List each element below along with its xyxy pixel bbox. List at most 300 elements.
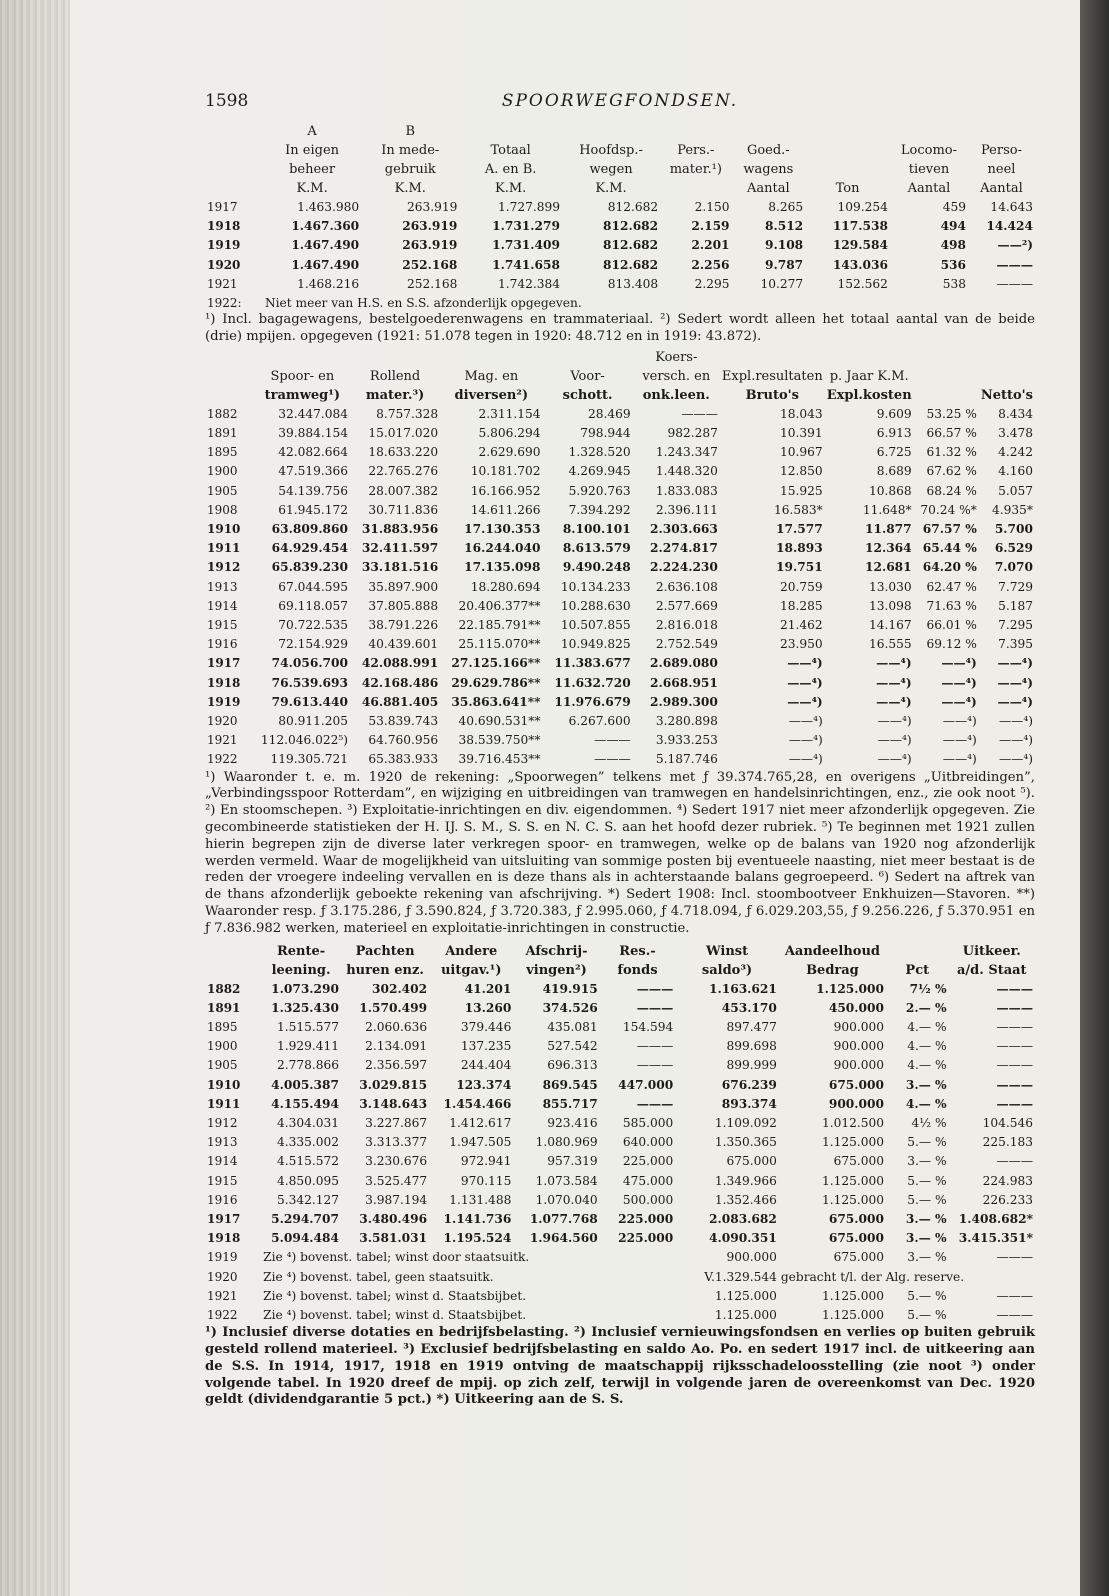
data-cell: 4.155.494 [271,1096,339,1111]
data-cell: ——— [681,406,718,421]
data-cell: 900.000 [833,1039,884,1054]
table-network-stats [205,122,1035,313]
data-cell: ——— [996,1288,1033,1303]
data-cell: 1.141.736 [443,1212,512,1227]
data-cell: 1.448.320 [655,464,718,479]
year-cell: 1918 [207,675,241,690]
data-cell: 1.964.560 [529,1231,598,1246]
year-cell: 1917 [207,656,241,671]
data-cell: 10.288.630 [560,598,631,613]
year-cell: 1910 [207,522,241,537]
data-cell: 3.— % [905,1231,947,1246]
column-header: vingen²) [526,962,587,978]
data-cell: ——— [636,1000,674,1015]
data-cell: ——⁴) [942,714,977,729]
table-row [205,501,1035,520]
data-cell: 225.000 [622,1154,674,1169]
data-cell: 69.12 % [926,637,977,652]
data-cell: 3.— % [907,1250,947,1265]
column-header: Pachten [355,943,415,959]
data-cell: 39.716.453** [458,752,541,767]
column-header [720,348,825,367]
table-row [205,999,1035,1018]
data-cell: ——⁴) [941,656,977,671]
data-cell: 1.731.409 [492,238,560,253]
year-cell: 1911 [207,541,241,556]
data-cell: 27.125.166** [451,656,541,671]
data-cell: 226.233 [982,1192,1033,1207]
table-row [205,1172,1035,1191]
column-header: Andere [445,943,498,959]
data-cell: 42.088.991 [361,656,439,671]
data-cell: 5.— % [907,1173,947,1188]
data-cell: 32.447.084 [278,406,348,421]
data-cell: 12.681 [865,560,912,575]
column-letter [660,122,731,141]
data-cell: 5.057 [998,483,1033,498]
data-cell: 379.446 [460,1020,512,1035]
table-row [205,693,1035,712]
column-header [255,348,350,367]
year-cell: 1916 [207,637,238,652]
data-cell: 2.256 [691,257,730,272]
column-header: K.M. [296,181,328,196]
data-cell: 812.682 [607,200,659,214]
data-cell: 536 [940,257,967,272]
year-cell: 1891 [207,1000,241,1015]
column-header: mater.¹) [669,162,722,177]
data-cell: ——— [996,1058,1033,1073]
data-cell: 123.374 [456,1077,512,1092]
data-cell: 11.976.679 [554,694,631,709]
data-cell: 14.643 [990,200,1033,214]
data-cell: 65.839.230 [271,560,348,575]
data-cell: 1.467.490 [291,257,360,272]
data-cell: 900.000 [833,1020,884,1035]
data-cell: 112.046.022⁵) [260,733,348,748]
column-header [979,367,1035,386]
column-header: K.M. [495,181,527,196]
column-header: Bruto's [745,387,799,403]
data-cell: 1.073.584 [535,1173,598,1188]
data-cell: 11.632.720 [554,675,631,690]
data-cell: ——⁴) [942,752,977,767]
data-cell: 30.711.836 [368,502,439,517]
column-header: huren enz. [346,962,424,978]
data-cell: 42.082.664 [278,445,348,460]
data-cell: 37.805.888 [368,598,439,613]
column-header: Rollend [369,368,421,384]
column-header: mater.³) [365,387,425,403]
column-header: In eigen [285,143,340,158]
table-row [205,294,1035,313]
table-row [205,616,1035,635]
year-cell: 1905 [207,1058,238,1073]
year-cell: 1921 [207,276,238,291]
data-cell: 899.999 [726,1058,777,1073]
data-cell: 3.525.477 [365,1173,428,1188]
column-header: Voor- [570,368,605,384]
data-cell: 72.154.929 [278,637,348,652]
data-cell: 152.562 [837,276,888,291]
year-cell: 1900 [207,1039,238,1054]
data-cell: 2.356.597 [365,1058,428,1073]
data-cell: 18.893 [776,541,823,556]
header-cell [205,942,261,961]
data-cell: 813.408 [607,276,659,291]
data-cell: 11.877 [865,522,912,537]
column-header: Expl.resultaten [721,368,823,384]
data-cell: 66.57 % [926,426,977,441]
data-cell: 1.929.411 [276,1039,339,1054]
column-header [543,348,633,367]
data-cell: 47.519.366 [278,464,348,479]
data-cell: 2.083.682 [709,1212,777,1227]
data-cell: 855.717 [542,1096,598,1111]
column-header: Winst [706,943,749,959]
data-cell: 1.125.000 [714,1308,777,1323]
data-cell: 1.352.466 [714,1192,777,1207]
data-cell: 2.295 [694,276,730,291]
data-cell: 1.463.980 [297,200,360,214]
data-cell: 1.833.083 [655,483,718,498]
data-cell: 2.060.636 [365,1020,428,1035]
data-cell: 498 [940,238,967,253]
data-cell: ——— [996,1154,1033,1169]
data-cell: ——— [636,981,674,996]
data-cell: ——— [996,981,1033,996]
data-cell: 53.839.743 [368,714,439,729]
year-cell: 1911 [207,1096,241,1111]
table-row [205,1095,1035,1114]
column-header: Perso- [981,143,1022,158]
data-cell: 20.406.377** [458,598,541,613]
data-cell: 1.125.000 [821,1173,884,1188]
data-cell: 16.166.952 [470,483,541,498]
column-header [805,141,890,160]
data-cell: 4.— % [905,1096,947,1111]
data-cell: 109.254 [837,200,888,214]
data-cell: 40.439.601 [368,637,439,652]
column-header: Locomo- [900,143,958,158]
data-cell: ——⁴) [787,694,823,709]
column-header: Ton [835,181,860,196]
table-row [205,443,1035,462]
column-header: gebruik [384,162,436,177]
year-cell: 1895 [207,445,238,460]
year-cell: 1922: [207,296,242,311]
year-cell: 1915 [207,1173,238,1188]
data-cell: 66.01 % [926,618,977,633]
data-cell: 1.125.000 [821,1288,884,1303]
data-cell: 53.25 % [926,406,977,421]
year-cell: 1919 [207,1250,238,1265]
data-cell: 263.919 [402,238,458,253]
data-cell: 1.125.000 [821,1308,884,1323]
data-cell: 1.073.290 [271,981,339,996]
data-cell: 5.094.484 [271,1231,339,1246]
data-cell: ——⁴) [876,656,912,671]
table-row [205,1018,1035,1037]
data-cell: 459 [942,200,967,214]
data-cell: ——⁴) [877,752,912,767]
data-cell: 8.265 [768,200,804,214]
header-cell [205,179,263,198]
data-cell: 2.629.690 [478,445,541,460]
data-cell: ——— [636,1058,674,1073]
table-row [205,1306,1035,1325]
data-cell: 68.24 % [926,483,977,498]
data-cell: 12.364 [865,541,912,556]
year-cell: 1882 [207,981,241,996]
data-cell: 129.584 [832,238,888,253]
table-row [205,1229,1035,1248]
data-cell: 70.24 %* [920,502,977,517]
data-cell: 1.727.899 [497,200,560,214]
data-cell: ——⁴) [787,675,823,690]
data-cell: 675.000 [828,1212,884,1227]
data-cell: 4.— % [907,1020,947,1035]
data-cell: 1.731.279 [492,219,560,234]
data-cell: 252.168 [402,257,458,272]
year-cell: 1913 [207,1135,238,1150]
data-cell: 14.611.266 [470,502,541,517]
data-cell: 4.515.572 [276,1154,339,1169]
data-cell: 5.— % [907,1288,947,1303]
remark-cell: Zie ⁴) bovenst. tabel; winst d. Staatsbijbet. [263,1308,527,1323]
data-cell: 2.159 [691,219,730,234]
year-cell: 1918 [207,219,241,234]
remark-cell: Zie ⁴) bovenst. tabel, geen staatsuitk. [263,1269,494,1284]
data-cell: 154.594 [622,1020,674,1035]
table-row [205,1191,1035,1210]
header-cell [205,367,255,386]
data-cell: 15.017.020 [368,426,439,441]
data-cell: 869.545 [542,1077,598,1092]
data-cell: 8.434 [998,406,1033,421]
data-cell: 1.328.520 [568,445,631,460]
column-header [914,386,979,405]
data-cell: 3.227.867 [365,1116,428,1131]
data-cell: ——²) [997,238,1033,253]
column-letter [968,122,1035,141]
data-cell: 1.467.490 [291,238,360,253]
data-cell: 104.546 [982,1116,1033,1131]
header-cell [205,122,263,141]
year-cell: 1912 [207,560,241,575]
data-cell: 675.000 [726,1154,777,1169]
data-cell: 447.000 [618,1077,674,1092]
data-cell: 71.63 % [926,598,977,613]
data-cell: 20.759 [780,579,823,594]
data-cell: 8.100.101 [562,522,631,537]
table-row [205,578,1035,597]
column-letter [562,122,660,141]
data-cell: 7.395 [998,637,1033,652]
data-cell: 10.277 [760,276,804,291]
column-header: K.M. [595,181,627,196]
data-cell: 2.577.669 [655,598,718,613]
data-cell: 2.303.663 [650,522,718,537]
data-cell: ——⁴) [788,752,823,767]
column-header: Rente- [276,943,326,959]
year-cell: 1920 [207,1269,238,1284]
data-cell: 3.415.351* [958,1231,1033,1246]
data-cell: 67.044.595 [278,579,348,594]
data-cell: 28.469 [588,406,631,421]
data-cell: 65.383.933 [368,752,439,767]
data-cell: 6.529 [994,541,1033,556]
data-cell: 22.765.276 [368,464,439,479]
data-cell: ——— [996,1308,1033,1323]
column-header: Uitkeer. [962,943,1021,959]
year-cell: 1914 [207,598,238,613]
table-row [205,256,1035,275]
data-cell: 2.274.817 [650,541,718,556]
data-cell: 3.148.643 [359,1096,428,1111]
data-cell: 18.043 [780,406,823,421]
data-cell: 696.313 [547,1058,598,1073]
data-cell: 35.897.900 [368,579,439,594]
data-cell: 8.613.579 [562,541,631,556]
year-cell: 1919 [207,238,241,253]
data-cell: 16.583* [773,502,823,517]
column-header: onk.leen. [642,387,710,403]
header-row [205,141,1035,160]
header-row [205,942,1035,961]
data-cell: ——— [996,1077,1033,1092]
column-header: Aantal [747,181,790,196]
data-cell: 1.195.524 [443,1231,512,1246]
data-cell: ——⁴) [877,714,912,729]
table-row [205,980,1035,999]
data-cell: 31.883.956 [361,522,439,537]
data-cell: 80.911.205 [278,714,348,729]
table-row [205,1152,1035,1171]
data-cell: 676.239 [721,1077,777,1092]
data-cell: 39.884.154 [278,426,348,441]
data-cell: ——— [996,1039,1033,1054]
data-cell: 10.967 [780,445,823,460]
data-cell: 225.000 [618,1231,674,1246]
data-cell: 70.722.535 [278,618,348,633]
data-cell: 1.109.092 [714,1116,777,1131]
data-cell: ——⁴) [997,656,1033,671]
column-header [886,942,949,961]
data-cell: ——— [594,752,631,767]
table-header [205,348,1035,405]
data-cell: ——⁴) [941,675,977,690]
column-letter [459,122,562,141]
data-cell: 2.311.154 [478,406,541,421]
data-cell: ——⁴) [787,656,823,671]
column-header: Mag. en [464,368,519,384]
column-header: diversen²) [454,387,529,403]
data-cell: 500.000 [622,1192,674,1207]
year-cell: 1922 [207,1308,238,1323]
data-cell: 18.280.694 [470,579,541,594]
year-cell: 1920 [207,714,238,729]
table-row [205,462,1035,481]
data-cell: 1.125.000 [714,1288,777,1303]
data-cell: ——⁴) [998,733,1033,748]
data-cell: 5.— % [907,1192,947,1207]
data-cell: 3.— % [905,1077,947,1092]
data-cell: 812.682 [603,219,659,234]
data-cell: 957.319 [547,1154,598,1169]
data-cell: 675.000 [828,1231,884,1246]
data-cell: 1.125.000 [821,1192,884,1207]
table-row [205,539,1035,558]
data-cell: 4½ % [911,1116,947,1131]
data-cell: 4.304.031 [276,1116,339,1131]
table-row [205,198,1035,217]
data-cell: 67.62 % [926,464,977,479]
data-cell: 4.935* [992,502,1033,517]
table-row [205,712,1035,731]
data-cell: 6.725 [876,445,912,460]
column-header: tramweg¹) [264,387,341,403]
data-cell: 4.090.351 [709,1231,777,1246]
data-cell: 675.000 [833,1154,884,1169]
data-cell: 32.411.597 [361,541,439,556]
data-cell: 3.280.898 [655,714,718,729]
data-cell: 1.515.577 [276,1020,339,1035]
data-cell: 19.751 [776,560,823,575]
data-cell: 117.538 [832,219,888,234]
data-cell: 42.168.486 [361,675,439,690]
data-cell: ——— [996,1250,1033,1265]
data-cell: 13.098 [869,598,912,613]
table-body [205,405,1035,770]
table-row [205,750,1035,769]
footnotes-table3: ¹) Inclusief diverse dotaties en bedrijfsbelasting. ²) Inclusief vernieuwingsfondsen en verlies op buiten gebruik gesteld rollend materieel. ³) Exclusief bedrijfsbelasting en saldo Ao. Po. en sedert 1917 incl. de uitkeering aan de S.S. In 1914, 1917, 1918 en 1919 ontving de maatschappij rijksschadeloosstelling (zie noot ³) onder volgende tabel. In 1920 dreef de mpij. op zich zelf, terwijl in volgende jaren de overeenkomst van Dec. 1920 geldt (dividendgarantie 5 pct.) *) Uitkeering aan de S. S. [205,1325,1035,1408]
column-header: beheer [289,162,336,177]
year-cell: 1919 [207,694,241,709]
table-row [205,558,1035,577]
column-header: A. en B. [484,162,537,177]
column-header: Koers- [655,349,698,365]
year-cell: 1895 [207,1020,238,1035]
table-row [205,1268,1035,1287]
data-cell: 1.125.000 [821,1135,884,1150]
data-cell: 3.029.815 [359,1077,428,1092]
data-cell: 252.168 [406,276,458,291]
data-cell: 7½ % [909,981,947,996]
data-cell: ——⁴) [876,694,912,709]
data-cell: 28.007.382 [368,483,439,498]
year-cell: 1921 [207,733,238,748]
data-cell: 453.170 [721,1000,777,1015]
data-cell: 13.260 [464,1000,512,1015]
data-cell: 1.454.466 [443,1096,512,1111]
data-cell: ——⁴) [998,752,1033,767]
data-cell: 63.809.860 [271,522,348,537]
data-cell: 5.342.127 [276,1192,339,1207]
data-cell: 4.— % [907,1039,947,1054]
column-letter: A [307,124,317,139]
data-cell: 4.005.387 [271,1077,339,1092]
data-cell: 2.778.866 [276,1058,339,1073]
year-cell: 1918 [207,1231,241,1246]
data-cell: 675.000 [833,1250,884,1265]
data-cell: 5.— % [907,1135,947,1150]
table-row [205,236,1035,255]
table-row [205,275,1035,294]
data-cell: 4.335.002 [276,1135,339,1150]
table-row [205,405,1035,424]
data-cell: 61.945.172 [278,502,348,517]
